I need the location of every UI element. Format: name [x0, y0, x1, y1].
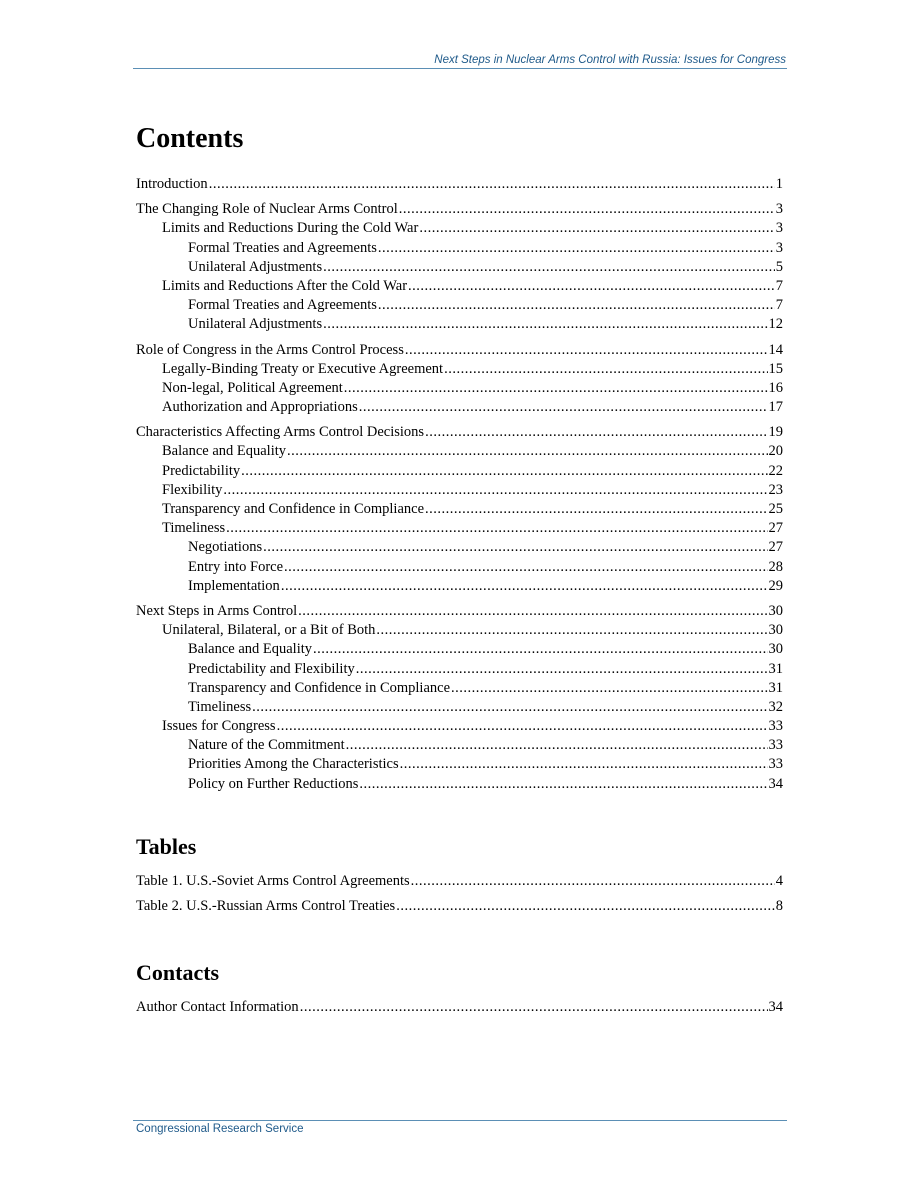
dot-leader	[344, 380, 768, 397]
dot-leader	[378, 297, 775, 314]
dot-leader	[405, 342, 768, 359]
toc-entry-characteristics[interactable]	[136, 424, 783, 443]
dot-leader	[359, 399, 768, 416]
dot-leader	[241, 463, 767, 480]
toc-entry-page: 5	[775, 258, 783, 275]
toc-entry-label: Unilateral, Bilateral, or a Bit of Both	[162, 622, 376, 639]
toc-entry-label: Transparency and Confidence in Compliance	[162, 501, 425, 517]
dot-leader	[356, 661, 768, 678]
toc-entry-label: Negotiations	[188, 539, 263, 556]
toc-entry-label: Formal Treaties and Agreements	[188, 297, 377, 314]
contacts-title: Contacts	[136, 960, 220, 985]
toc-entry-introduction[interactable]	[136, 176, 783, 195]
toc-entry-legally-binding[interactable]	[136, 361, 783, 380]
dot-leader	[298, 603, 767, 620]
toc-entry-page: 34	[768, 999, 783, 1015]
toc-entry-label: Entry into Force	[188, 558, 284, 575]
toc-entry-page: 32	[768, 698, 783, 715]
toc-entry-unilateral-bilateral[interactable]	[136, 622, 783, 641]
dot-leader	[287, 443, 767, 460]
dot-leader	[323, 259, 775, 276]
toc-entry-page: 33	[768, 737, 783, 754]
dot-leader	[284, 559, 767, 576]
toc-entry-label: Limits and Reductions During the Cold War	[162, 220, 419, 237]
toc-entry-page: 19	[768, 424, 783, 441]
toc-entry-non-legal[interactable]	[136, 380, 783, 399]
toc-entry-page: 3	[775, 201, 783, 218]
toc-entry-label: Introduction	[136, 176, 208, 192]
toc-entry-priorities[interactable]	[136, 756, 783, 775]
toc-entry-page: 33	[768, 718, 783, 735]
toc-entry-balance-equality[interactable]	[136, 443, 783, 462]
dot-leader	[419, 220, 774, 237]
toc-entry-page: 22	[768, 462, 783, 479]
toc-entry-page: 3	[775, 220, 783, 237]
toc-entry-page: 7	[775, 297, 783, 314]
toc-entry-page: 27	[768, 539, 783, 556]
toc-entry-next-predictability[interactable]	[136, 661, 783, 680]
dot-leader	[346, 737, 768, 754]
dot-leader	[313, 641, 767, 658]
dot-leader	[378, 240, 775, 257]
contents-title: Contents	[136, 123, 244, 154]
toc-entry-cold-war-limits[interactable]	[136, 220, 783, 239]
toc-entry-page: 23	[768, 481, 783, 498]
dot-leader	[425, 424, 767, 441]
running-footer: Congressional Research Service	[136, 1123, 304, 1135]
toc-entry-next-transparency[interactable]	[136, 680, 783, 699]
toc-entry-label: Balance and Equality	[188, 641, 313, 658]
toc-entry-label: Authorization and Appropriations	[162, 399, 358, 416]
toc-entry-label: Table 2. U.S.-Russian Arms Control Treaties	[136, 898, 396, 915]
toc-entry-changing-role[interactable]	[136, 201, 783, 220]
toc-entry-page: 27	[768, 520, 783, 537]
toc-entry-label: Unilateral Adjustments	[188, 316, 323, 333]
dot-leader	[281, 578, 768, 595]
footer-rule	[133, 1120, 787, 1121]
toc-entry-label: Next Steps in Arms Control	[136, 602, 298, 619]
toc-entry-timeliness[interactable]	[136, 520, 783, 539]
toc-entry-label: Timeliness	[162, 520, 226, 537]
running-header: Next Steps in Nuclear Arms Control with Russia: Issues for Congress	[434, 54, 786, 66]
dot-leader	[323, 316, 767, 333]
toc-entry-page: 20	[768, 443, 783, 460]
toc-entry-label: Priorities Among the Characteristics	[188, 756, 399, 773]
toc-entry-next-timeliness[interactable]	[136, 699, 783, 718]
toc-entry-label: Policy on Further Reductions	[188, 775, 359, 792]
toc-entry-page: 29	[768, 577, 783, 594]
toc-entry-label: Role of Congress in the Arms Control Process	[136, 341, 404, 358]
toc-entry-label: Nature of the Commitment	[188, 737, 345, 754]
toc-entry-page: 8	[775, 898, 783, 915]
toc-entry-label: The Changing Role of Nuclear Arms Control	[136, 201, 398, 218]
toc-entry-page: 31	[768, 679, 783, 696]
dot-leader	[300, 999, 768, 1016]
toc-entry-role-of-congress[interactable]	[136, 342, 783, 361]
toc-entry-label: Balance and Equality	[162, 443, 287, 460]
toc-entry-implementation[interactable]	[136, 578, 783, 597]
toc-entry-transparency[interactable]	[136, 501, 783, 520]
toc-entry-issues-for-congress[interactable]	[136, 718, 783, 737]
dot-leader	[223, 482, 767, 499]
toc-entry-label: Timeliness	[188, 698, 252, 715]
dot-leader	[252, 699, 767, 716]
toc-entry-negotiations[interactable]	[136, 539, 783, 558]
toc-entry-label: Author Contact Information	[136, 999, 299, 1015]
dot-leader	[359, 776, 767, 793]
dot-leader	[400, 756, 768, 773]
dot-leader	[396, 898, 775, 915]
toc-entry-page: 33	[768, 756, 783, 773]
toc-entry-entry-into-force[interactable]	[136, 559, 783, 578]
toc-entry-page: 25	[768, 501, 783, 517]
toc-entry-label: Transparency and Confidence in Compliance	[188, 679, 451, 696]
toc-entry-cold-war-treaties[interactable]	[136, 240, 783, 259]
toc-entry-label: Characteristics Affecting Arms Control Decisions	[136, 424, 425, 441]
tables-list	[136, 873, 783, 917]
dot-leader	[226, 520, 767, 537]
toc-entry-page: 30	[768, 602, 783, 619]
dot-leader	[408, 278, 775, 295]
toc-entry-label: Predictability and Flexibility	[188, 660, 355, 677]
dot-leader	[263, 539, 767, 556]
toc-entry-page: 12	[768, 316, 783, 333]
toc-entry-label: Non-legal, Political Agreement	[162, 379, 343, 396]
toc-entry-next-steps[interactable]	[136, 603, 783, 622]
toc-entry-label: Implementation	[188, 577, 280, 594]
toc-entry-label: Unilateral Adjustments	[188, 258, 323, 275]
dot-leader	[399, 201, 775, 218]
toc-entry-page: 7	[775, 277, 783, 294]
dot-leader	[277, 718, 768, 735]
dot-leader	[425, 501, 767, 518]
toc-entry-page: 1	[775, 176, 783, 192]
toc-entry-nature-of-commitment[interactable]	[136, 737, 783, 756]
toc-entry-label: Formal Treaties and Agreements	[188, 239, 377, 256]
contents-list	[136, 176, 783, 795]
dot-leader	[444, 361, 767, 378]
toc-entry-page: 30	[768, 622, 783, 639]
toc-entry-next-balance[interactable]	[136, 641, 783, 660]
toc-entry-label: Limits and Reductions After the Cold War	[162, 277, 408, 294]
contacts-list	[136, 999, 783, 1018]
toc-entry-page: 4	[775, 873, 783, 889]
dot-leader	[209, 176, 775, 193]
header-rule	[133, 68, 787, 69]
tables-title: Tables	[136, 834, 197, 859]
toc-entry-label: Flexibility	[162, 481, 223, 498]
toc-entry-author-contact[interactable]	[136, 999, 783, 1018]
toc-entry-page: 30	[768, 641, 783, 658]
toc-entry-cold-war-unilateral[interactable]	[136, 259, 783, 278]
toc-entry-page: 15	[768, 360, 783, 377]
toc-entry-label: Table 1. U.S.-Soviet Arms Control Agreements	[136, 873, 410, 889]
toc-entry-post-cold-war-unilateral[interactable]	[136, 316, 783, 335]
toc-entry-label: Legally-Binding Treaty or Executive Agreement	[162, 360, 444, 377]
toc-entry-page: 34	[768, 775, 783, 792]
toc-entry-policy-reductions[interactable]	[136, 776, 783, 795]
toc-entry-predictability[interactable]	[136, 463, 783, 482]
toc-entry-authorization[interactable]	[136, 399, 783, 418]
toc-entry-page: 16	[768, 379, 783, 396]
toc-entry-table-1[interactable]	[136, 873, 783, 892]
toc-entry-label: Issues for Congress	[162, 718, 276, 735]
dot-leader	[411, 873, 775, 890]
toc-entry-page: 28	[768, 558, 783, 575]
toc-entry-page: 17	[768, 399, 783, 416]
toc-entry-page: 3	[775, 239, 783, 256]
toc-entry-post-cold-war-limits[interactable]	[136, 278, 783, 297]
toc-entry-table-2[interactable]	[136, 898, 783, 917]
dot-leader	[376, 622, 767, 639]
toc-entry-page: 31	[768, 660, 783, 677]
toc-entry-flexibility[interactable]	[136, 482, 783, 501]
toc-entry-post-cold-war-treaties[interactable]	[136, 297, 783, 316]
toc-entry-page: 14	[768, 341, 783, 358]
dot-leader	[451, 680, 767, 697]
toc-entry-label: Predictability	[162, 462, 241, 479]
